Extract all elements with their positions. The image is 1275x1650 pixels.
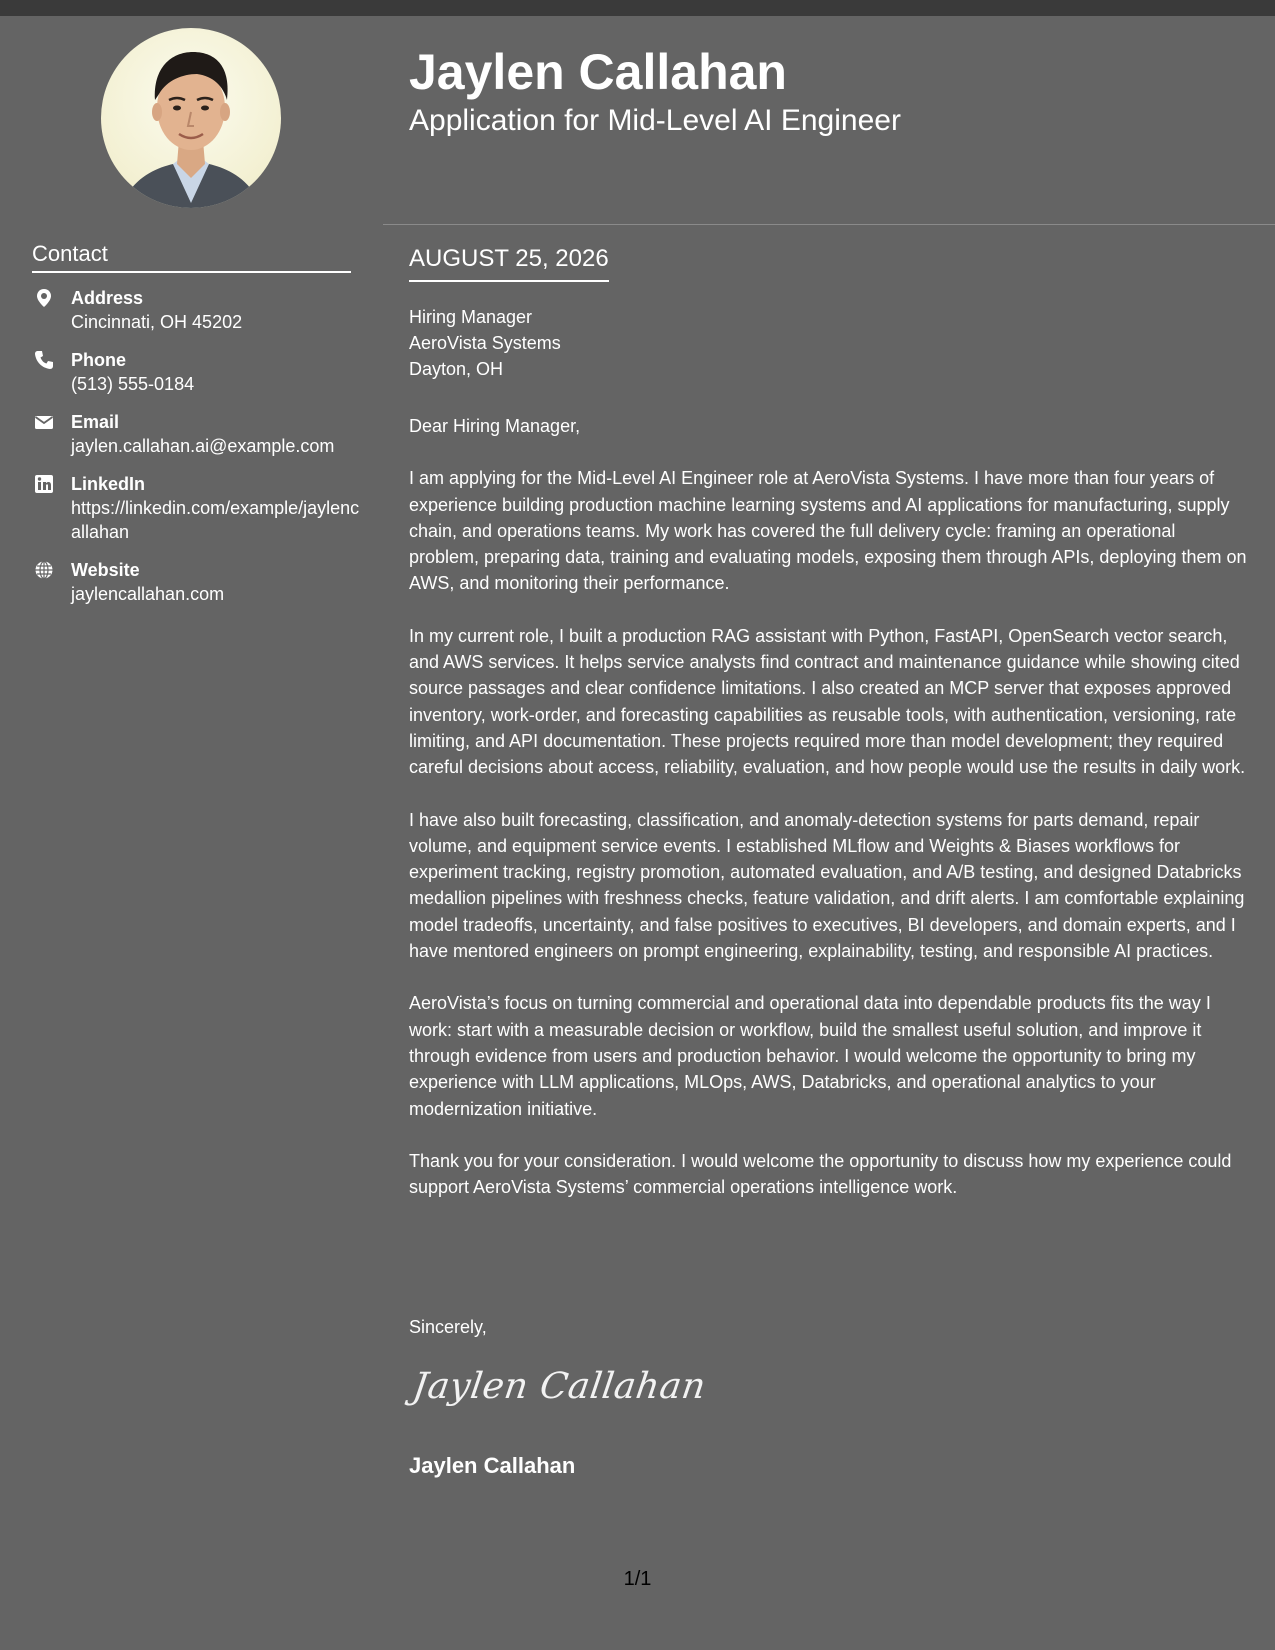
contact-address: [32, 286, 362, 334]
contact-value: jaylen.callahan.ai@example.com: [71, 436, 335, 456]
linkedin-link[interactable]: https://linkedin.com/example/jaylencallahan: [71, 498, 360, 542]
body-paragraph: I have also built forecasting, classification, and anomaly-detection systems for parts demand, repair volume, and equipment service events. I established MLflow and Weights & Biases workflows for experiment tracking, registry promotion, automated evaluation, and A/B testing, and designed Databricks medallion pipelines with freshness checks, feature validation, and drift alerts. I am comfortable explaining model tradeoffs, uncertainty, and false positives to executives, BI developers, and domain experts, and I have mentored engineers on prompt engineering, explainability, testing, and responsible AI practices.: [409, 809, 1245, 962]
body-paragraph: AeroVista’s focus on turning commercial and operational data into dependable products fits the way I work: start with a measurable decision or workflow, build the smallest useful solution, and improve it through evidence from users and production behavior. I would welcome the opportunity to bring my experience with LLM applications, MLOps, AWS, Databricks, and operational analytics to your modernization initiative.: [409, 993, 1211, 1119]
closing: Sincerely,: [409, 1317, 487, 1337]
body-paragraph: I am applying for the Mid-Level AI Engineer role at AeroVista Systems. I have more than four years of experience building production machine learning systems and AI applications for manufacturing, supply chain, and operations teams. My work has covered the full delivery cycle: framing an operational problem, preparing data, training and evaluating models, exposing them through APIs, deploying them on AWS, and monitoring their performance.: [409, 468, 1247, 594]
portrait-photo: [101, 28, 281, 208]
map-pin-icon: [34, 288, 54, 308]
applicant-name: Jaylen Callahan: [409, 44, 787, 100]
contact-linkedin: [32, 472, 362, 544]
contact-label: Address: [71, 288, 144, 308]
header-divider: [383, 224, 1275, 225]
letter-body: [409, 413, 1249, 1226]
contact-website: [32, 558, 362, 606]
globe-icon: [34, 560, 54, 580]
contact-list: [32, 286, 362, 620]
linkedin-icon: [34, 474, 54, 494]
contact-label: Email: [71, 412, 120, 432]
contact-email: [32, 410, 362, 458]
recipient-line: Dayton, OH: [409, 359, 504, 379]
page-indicator: 1/1: [623, 1568, 652, 1590]
letter-date: AUGUST 25, 2026: [409, 244, 609, 282]
contact-label: LinkedIn: [71, 474, 146, 494]
top-bar: [0, 0, 1275, 16]
body-paragraph: Thank you for your consideration. I would welcome the opportunity to discuss how my experience could support AeroVista Systems’ commercial operations intelligence work.: [409, 1150, 1232, 1198]
recipient-block: [409, 304, 561, 382]
signature: Jaylen Callahan: [410, 1366, 709, 1407]
avatar: [101, 28, 281, 208]
phone-icon: [34, 350, 54, 370]
contact-value: Cincinnati, OH 45202: [71, 312, 243, 332]
envelope-icon: [34, 412, 54, 432]
contact-phone: [32, 348, 362, 396]
recipient-line: Hiring Manager: [409, 307, 533, 327]
body-paragraph: In my current role, I built a production RAG assistant with Python, FastAPI, OpenSearch vector search, and AWS services. It helps service analysts find contract and maintenance guidance while showing cited source passages and clear confidence limitations. I also created an MCP server that exposes approved inventory, work-order, and forecasting capabilities as reusable tools, with authentication, versioning, rate limiting, and API documentation. These projects required more than model development; they required careful decisions about access, reliability, evaluation, and how people would use the results in daily work.: [409, 625, 1246, 778]
sidebar: [0, 16, 383, 1650]
contact-label: Phone: [71, 350, 127, 370]
application-subtitle: Application for Mid-Level AI Engineer: [409, 104, 901, 137]
recipient-line: AeroVista Systems: [409, 333, 561, 353]
contact-heading: Contact: [32, 241, 351, 273]
greeting: Dear Hiring Manager,: [409, 416, 581, 436]
contact-value: (513) 555-0184: [71, 374, 195, 394]
signer-name: Jaylen Callahan: [409, 1453, 576, 1478]
website-link[interactable]: jaylencallahan.com: [71, 584, 225, 604]
contact-label: Website: [71, 560, 140, 580]
letter-main: [383, 16, 1275, 1650]
